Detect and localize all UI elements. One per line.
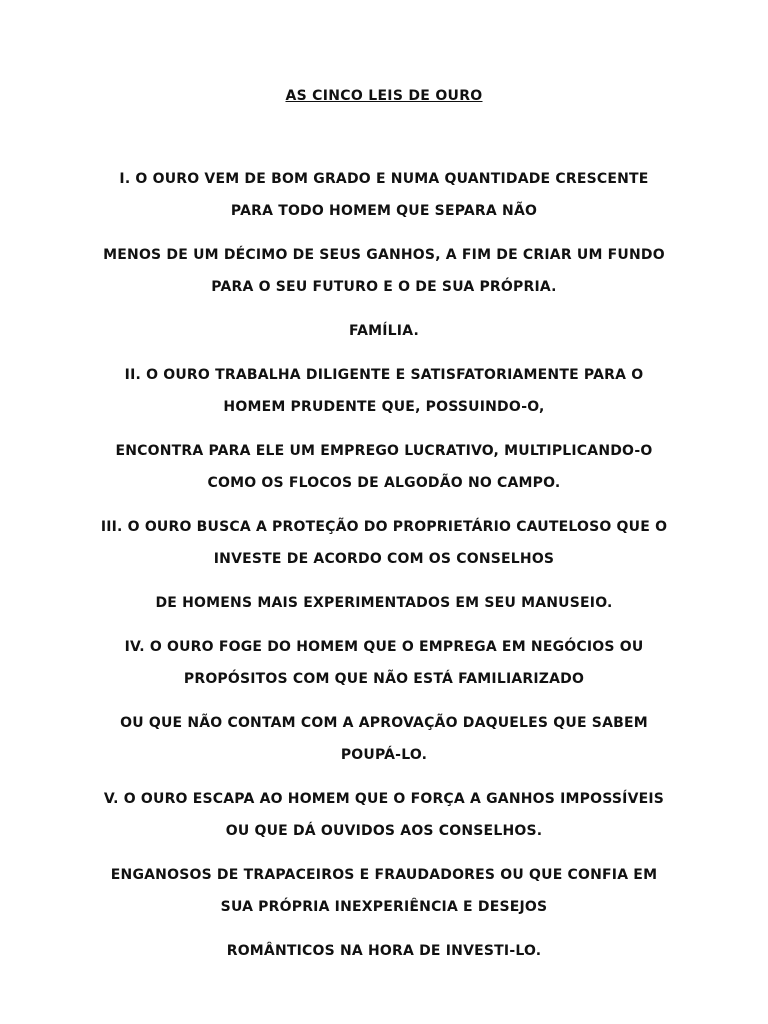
document-body xyxy=(96,163,672,979)
paragraph-law-4-part-2: OU QUE NÃO CONTAM COM A APROVAÇÃO DAQUELES QUE SABEM POUPÁ-LO. xyxy=(120,715,648,763)
paragraph-law-1-part-1: I. O OURO VEM DE BOM GRADO E NUMA QUANTIDADE CRESCENTE PARA TODO HOMEM QUE SEPARA NÃO xyxy=(119,171,649,219)
paragraph-law-5-part-3: ROMÂNTICOS NA HORA DE INVESTI-LO. xyxy=(226,943,542,959)
paragraph-law-5-part-2: ENGANOSOS DE TRAPACEIROS E FRAUDADORES OU QUE CONFIA EM SUA PRÓPRIA INEXPERIÊNCIA E DESEJOS xyxy=(110,867,658,915)
paragraph-law-4-part-1: IV. O OURO FOGE DO HOMEM QUE O EMPREGA EM NEGÓCIOS OU PROPÓSITOS COM QUE NÃO ESTÁ FAMILIARIZADO xyxy=(124,639,644,687)
document-title: AS CINCO LEIS DE OURO xyxy=(285,88,483,104)
paragraph-law-5-part-1: V. O OURO ESCAPA AO HOMEM QUE O FORÇA A GANHOS IMPOSSÍVEIS OU QUE DÁ OUVIDOS AOS CONSELHOS. xyxy=(103,791,665,839)
paragraph-law-1-part-3: FAMÍLIA. xyxy=(348,323,420,339)
paragraph-law-2-part-1: II. O OURO TRABALHA DILIGENTE E SATISFATORIAMENTE PARA O HOMEM PRUDENTE QUE, POSSUINDO-O, xyxy=(124,367,644,415)
paragraph-law-3-part-2: DE HOMENS MAIS EXPERIMENTADOS EM SEU MANUSEIO. xyxy=(155,595,613,611)
paragraph-law-3-part-1: III. O OURO BUSCA A PROTEÇÃO DO PROPRIETÁRIO CAUTELOSO QUE O INVESTE DE ACORDO COM OS CONSELHOS xyxy=(100,519,668,567)
paragraph-law-1-part-2: MENOS DE UM DÉCIMO DE SEUS GANHOS, A FIM DE CRIAR UM FUNDO PARA O SEU FUTURO E O DE SUA PRÓPRIA. xyxy=(103,247,665,295)
paragraph-law-2-part-2: ENCONTRA PARA ELE UM EMPREGO LUCRATIVO, MULTIPLICANDO-O COMO OS FLOCOS DE ALGODÃO NO CAMPO. xyxy=(115,443,653,491)
